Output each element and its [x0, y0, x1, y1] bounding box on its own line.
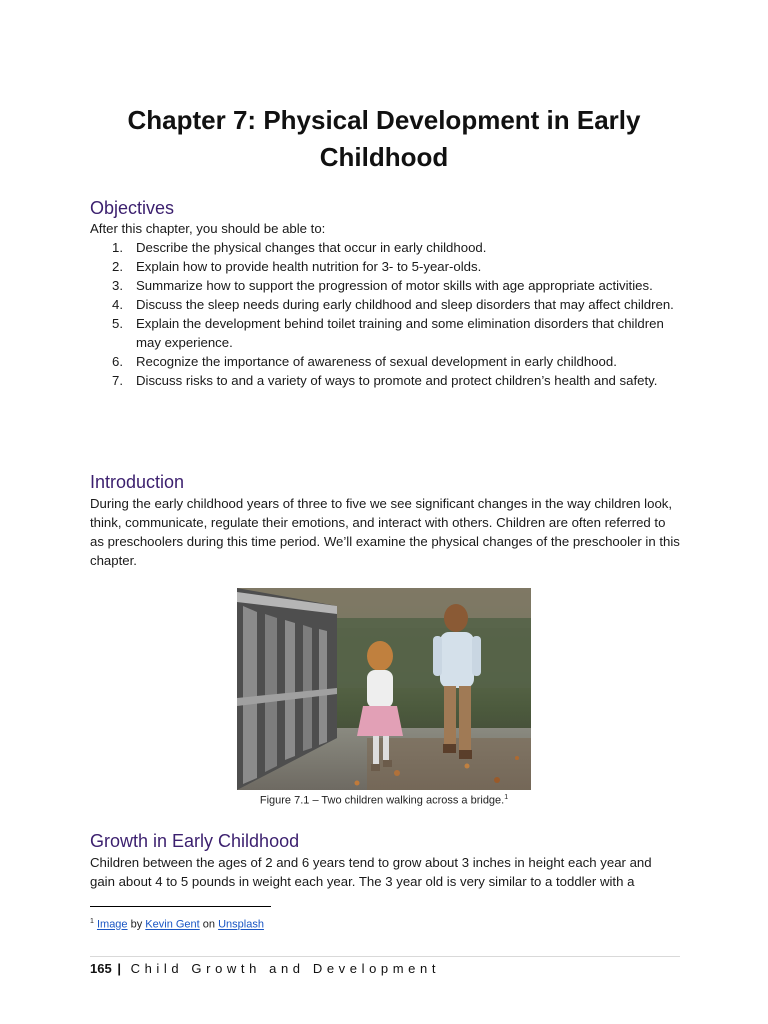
page-footer [90, 960, 440, 978]
introduction-heading: Introduction [90, 472, 185, 492]
image-link[interactable]: Image [96, 918, 128, 931]
list-item: 4. Discuss the sleep needs during early childhood and sleep disorders that may affect children. [112, 297, 674, 312]
list-item: 6. Recognize the importance of awareness of sexual development in early childhood. [112, 354, 617, 369]
list-item: 1. Describe the physical changes that occur in early childhood. [112, 240, 487, 255]
footer-separator: | [117, 961, 121, 976]
list-item: 7. Discuss risks to and a variety of ways to promote and protect children’s health and safety. [112, 373, 658, 388]
list-item: 2. Explain how to provide health nutrition for 3- to 5-year-olds. [112, 259, 482, 274]
book-title: Child Growth and Development [130, 961, 441, 976]
footnote-divider [90, 906, 271, 907]
list-item: 3. Summarize how to support the progression of motor skills with age appropriate activities. [112, 278, 653, 293]
objectives-list [90, 238, 680, 390]
footnote: $^1$ Image by Kevin Gent on Unsplash [90, 918, 264, 931]
figure-photo [237, 588, 531, 790]
footer-divider [90, 956, 680, 957]
growth-heading: Growth in Early Childhood [90, 831, 300, 851]
chapter-title: Chapter 7: Physical Development in Early Childhood [127, 105, 641, 172]
objectives-heading: Objectives [90, 198, 175, 218]
objectives-intro: After this chapter, you should be able to: [90, 221, 326, 236]
growth-paragraph: Children between the ages of 2 and 6 years tend to grow about 3 inches in height each year and gain about 4 to 5 pounds in weight each year. The 3 year old is very similar to a toddler with a [90, 855, 652, 889]
page-number: 165 [90, 961, 112, 976]
author-link[interactable]: Kevin Gent [145, 918, 200, 931]
figure-caption: Figure 7.1 – Two children walking across a bridge.$^1$ [259, 794, 509, 807]
unsplash-link[interactable]: Unsplash [218, 918, 264, 931]
children-on-bridge-photo [237, 588, 531, 790]
introduction-paragraph: During the early childhood years of three to five we see significant changes in the way children look, think, communicate, regulate their emotions, and interact with others. Children are often referred to as preschoolers during this time period. We’ll examine the physical changes of the preschooler in this chapter. [90, 496, 680, 568]
list-item: 5. Explain the development behind toilet training and some elimination disorders that children may experience. [112, 316, 664, 350]
